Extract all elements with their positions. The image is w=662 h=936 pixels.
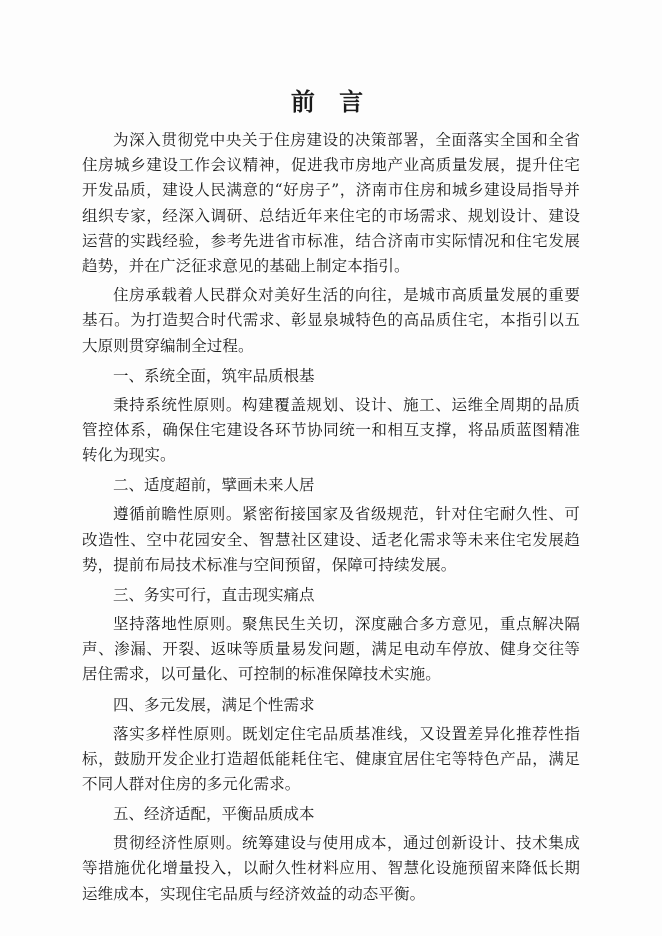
section-text: 遵循前瞻性原则。紧密衔接国家及省级规范，针对住宅耐久性、可改造性、空中花园安全、智慧社区建设、适老化需求等未来住宅发展趋势，提前布局技术标准与空间预留，保障可持续发展。: [82, 505, 580, 574]
section-text: 坚持落地性原则。聚焦民生关切，深度融合多方意见，重点解决隔声、渗漏、开裂、返味等质量易发问题，满足电动车停放、健身交往等居住需求，以可量化、可控制的标准保障技术实施。: [82, 615, 580, 684]
section-text: 秉持系统性原则。构建覆盖规划、设计、施工、运维全周期的品质管控体系，确保住宅建设各环节协同统一和相互支撑，将品质蓝图精准转化为现实。: [82, 395, 580, 465]
section-heading: 四、多元发展，满足个性需求: [113, 695, 315, 714]
section-heading: 一、系统全面，筑牢品质根基: [113, 366, 315, 385]
section-heading: 三、务实可行，直击现实痛点: [113, 586, 315, 605]
intro-paragraph: 为深入贯彻党中央关于住房建设的决策部署，全面落实全国和全省住房城乡建设工作会议精神，促进我市房地产业高质量发展，提升住宅开发品质，建设人民满意的“好房子”，济南市住房和城乡建设局指导并组织专家，经深入调研、总结近年来住宅的市场需求、规划设计、建设运营的实践经验，参考先进省市标准，结合济南市实际情况和住宅发展趋势，并在广泛征求意见的基础上制定本指引。: [82, 131, 580, 276]
page-title: 前 言: [290, 88, 372, 116]
section-heading: 五、经济适配，平衡品质成本: [113, 805, 315, 824]
section-text: 贯彻经济性原则。统筹建设与使用成本，通过创新设计、技术集成等措施优化增量投入，以耐久性材料应用、智慧化设施预留来降低长期运维成本，实现住宅品质与经济效益的动态平衡。: [82, 834, 580, 903]
intro-paragraph: 住房承载着人民群众对美好生活的向往，是城市高质量发展的重要基石。为打造契合时代需求、彰显泉城特色的高品质住宅，本指引以五大原则贯穿编制全过程。: [82, 286, 580, 355]
section-heading: 二、适度超前，擘画未来人居: [113, 476, 315, 495]
document-body: [82, 128, 580, 912]
section-text: 落实多样性原则。既划定住宅品质基准线，又设置差异化推荐性指标，鼓励开发企业打造超低能耗住宅、健康宜居住宅等特色产品，满足不同人群对住房的多元化需求。: [82, 724, 580, 794]
